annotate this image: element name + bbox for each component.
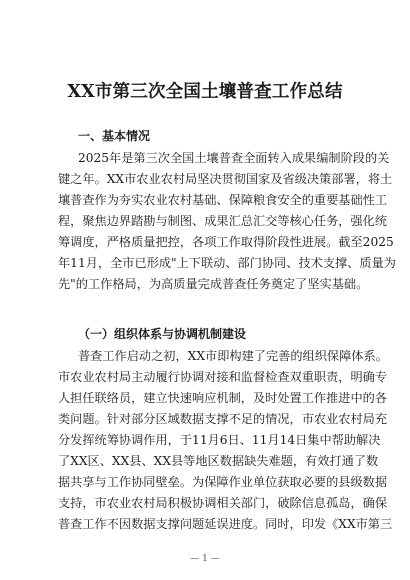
- section-heading-basic-situation: 一、基本情况: [78, 129, 151, 143]
- paragraph-line: 程，聚焦边界踏勘与制图、成果汇总汇交等核心任务，强化统: [58, 214, 388, 228]
- paragraph-line: 分发挥统筹协调作用，于11月6日、11月14日集中帮助解决: [58, 433, 381, 447]
- paragraph-line: 壤普查作为夯实农业农村基础、保障粮食安全的重要基础性工: [58, 193, 388, 207]
- paragraph-line: 普查工作不因数据支撑问题延误进度。同时，印发《XX市第三: [58, 517, 393, 531]
- paragraph-line: 2025年是第三次全国土壤普查全面转入成果编制阶段的关: [78, 151, 390, 165]
- paragraph-line: 普查工作启动之初，XX市即构建了完善的组织保障体系。: [78, 349, 388, 363]
- page-number: — 1 —: [190, 554, 220, 564]
- paragraph-line: 市农业农村局主动履行协调对接和监督检查双重职责，明确专: [58, 370, 388, 384]
- paragraph-line: 先"的工作格局，为高质量完成普查任务奠定了坚实基础。: [58, 277, 369, 291]
- paragraph-line: 了XX区、XX县、XX县等地区数据缺失难题，有效打通了数: [58, 454, 379, 468]
- paragraph-line: 年11月，全市已形成"上下联动、部门协同、技术支撑、质量为: [58, 256, 396, 270]
- paragraph-line: 人担任联络员，建立快速响应机制，及时处置工作推进中的各: [58, 391, 388, 405]
- paragraph-line: 据共享与工作协同壁垒。为保障作业单位获取必要的县级数据: [58, 475, 388, 489]
- document-title: XX市第三次全国土壤普查工作总结: [67, 82, 343, 102]
- paragraph-line: 支持，市农业农村局积极协调相关部门，破除信息孤岛，确保: [58, 496, 388, 510]
- paragraph-line: 筹调度，严格质量把控，各项工作取得阶段性进展。截至2025: [58, 235, 394, 249]
- subsection-heading-organization: （一）组织体系与协调机制建设: [78, 327, 247, 341]
- paragraph-line: 类问题。针对部分区域数据支撑不足的情况，市农业农村局充: [58, 412, 388, 426]
- paragraph-line: 键之年。XX市农业农村局坚决贯彻国家及省级决策部署，将土: [58, 172, 393, 186]
